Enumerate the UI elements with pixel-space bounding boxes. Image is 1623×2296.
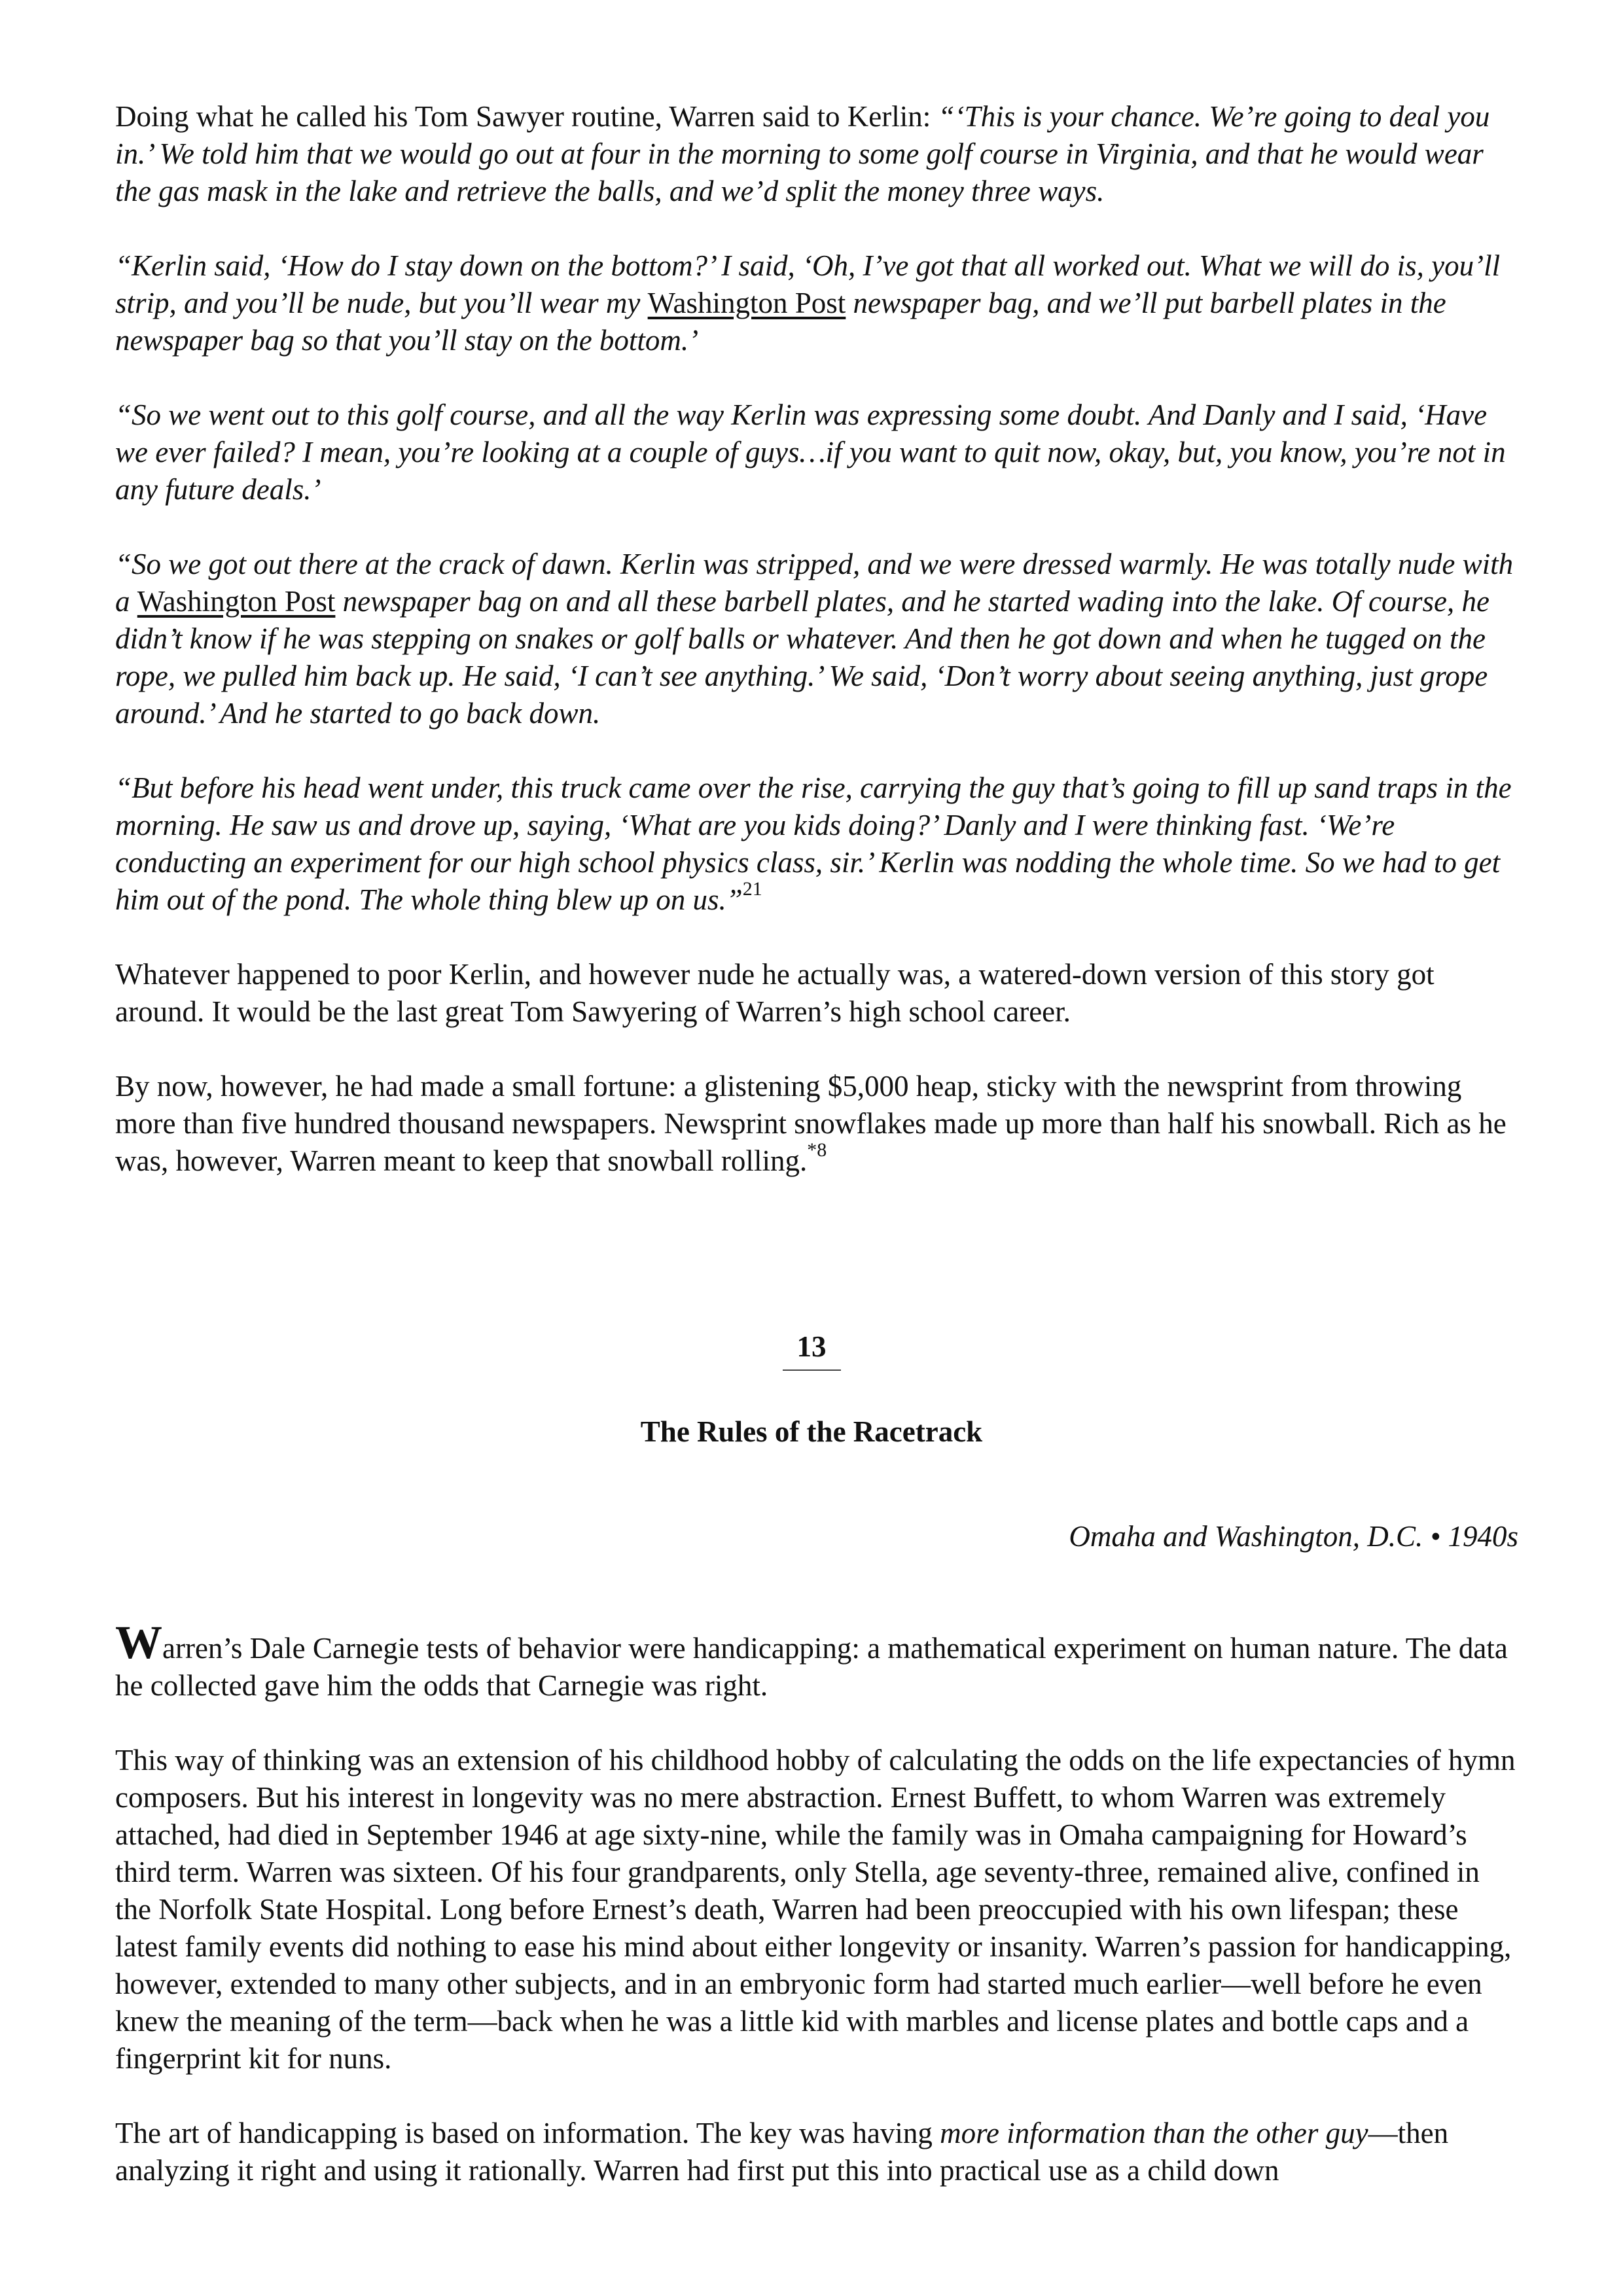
chapter-number: 13 <box>0 1328 1623 1371</box>
quote-text: “But before his head went under, this truck came over the rise, carrying the guy that’s going to fill up sand traps in the morning. He saw us and drove up, saying, ‘What are you kids doing?’ Danly and I were thinking fast. ‘We’re conducting an experiment for our high school physics class, sir.’ Kerlin was nodding the whole time. So we had to get him out of the pond. The whole thing blew up on us.” <box>115 771 1512 916</box>
emphasis-text: more information than the other guy <box>940 2117 1368 2149</box>
paragraph-kerlin-bottom <box>115 247 1522 359</box>
chapter-title: The Rules of the Racetrack <box>640 1415 983 1448</box>
quote-text: “Kerlin said, ‘How do I stay down on the bottom?’ I said, ‘Oh, I’ve got that all worked out. What we will do is, you’ll strip, and you’ll be nude, but you’ll wear my <box>115 249 1501 319</box>
quote-text: newspaper bag on and all these barbell plates, and he started wading into the lake. Of course, he didn’t know if he was stepping on snakes or golf balls or whatever. And then he got down and when he tugged on the rope, we pulled him back up. He said, ‘I can’t see anything.’ We said, ‘Don’t worry about seeing anything, just grope around.’ And he started to go back down. <box>115 585 1489 730</box>
paragraph-text: By now, however, he had made a small fortune: a glistening $5,000 heap, sticky with the newsprint from throwing more than five hundred thousand newspapers. Newsprint snowflakes made up more than half his snowball. Rich as he was, however, Warren meant to keep that snowball rolling. <box>115 1070 1507 1177</box>
paragraph-crack-of-dawn <box>115 546 1522 732</box>
paragraph-handicapping <box>115 2115 1522 2189</box>
paragraph-tom-sawyer <box>115 98 1522 210</box>
paragraph-dale-carnegie <box>115 1616 1522 1704</box>
paragraph-text: The art of handicapping is based on information. The key was having <box>115 2117 940 2149</box>
drop-cap: W <box>115 1616 162 1669</box>
quote-text: “So we got out there at the crack of dawn. Kerlin was stripped, and we were dressed warmly. He was totally nude with a <box>115 548 1514 618</box>
paragraph-golf-course: “So we went out to this golf course, and all the way Kerlin was expressing some doubt. And Danly and I said, ‘Have we ever failed? I mean, you’re looking at a couple of guys…if you want to quit now, okay, but, you know, you’re not in any future deals.’ <box>115 398 1506 506</box>
body-text-upper <box>115 98 1522 1217</box>
paragraph-text: Doing what he called his Tom Sawyer routine, Warren said to Kerlin: <box>115 100 938 133</box>
paragraph-small-fortune <box>115 1068 1522 1180</box>
publication-name: Washington Post <box>647 287 846 319</box>
quote-text: newspaper bag, and we’ll put barbell plates in the newspaper bag so that you’ll stay on the bottom.’ <box>115 287 1446 357</box>
paragraph-longevity: This way of thinking was an extension of his childhood hobby of calculating the odds on the life expectancies of hymn composers. But his interest in longevity was no mere abstraction. Ernest Buffett, to whom Warren was extremely attached, had died in September 1946 at age sixty-nine, while the family was in Omaha campaigning for Howard’s third term. Warren was sixteen. Of his four grandparents, only Stella, age seventy-three, remained alive, confined in the Norfolk State Hospital. Long before Ernest’s death, Warren had been preoccupied with his own lifespan; these latest family events did nothing to ease his mind about either longevity or insanity. Warren’s passion for handicapping, however, extended to many other subjects, and in an embryonic form had started much earlier—well before he even knew the meaning of the term—back when he was a little kid with marbles and license plates and bottle caps and a fingerprint kit for nuns. <box>115 1744 1516 2075</box>
quote-text: “‘This is your chance. We’re going to deal you in.’ We told him that we would go out at four in the morning to some golf course in Virginia, and that he would wear the gas mask in the lake and retrieve the balls, and we’d split the money three ways. <box>115 100 1490 207</box>
body-text-lower <box>115 1616 1522 2227</box>
publication-name: Washington Post <box>137 585 336 618</box>
paragraph-poor-kerlin: Whatever happened to poor Kerlin, and however nude he actually was, a watered-down version of this story got around. It would be the last great Tom Sawyering of Warren’s high school career. <box>115 958 1435 1028</box>
paragraph-text: arren’s Dale Carnegie tests of behavior were handicapping: a mathematical experiment on human nature. The data he collected gave him the odds that Carnegie was right. <box>115 1632 1508 1702</box>
footnote-ref[interactable]: 21 <box>742 878 762 900</box>
paragraph-truck <box>115 769 1522 919</box>
chapter-epigraph: Omaha and Washington, D.C. • 1940s <box>1069 1520 1518 1553</box>
paragraph-text: —then analyzing it right and using it rationally. Warren had first put this into practical use as a child down <box>115 2117 1449 2187</box>
footnote-ref[interactable]: *8 <box>807 1139 827 1161</box>
